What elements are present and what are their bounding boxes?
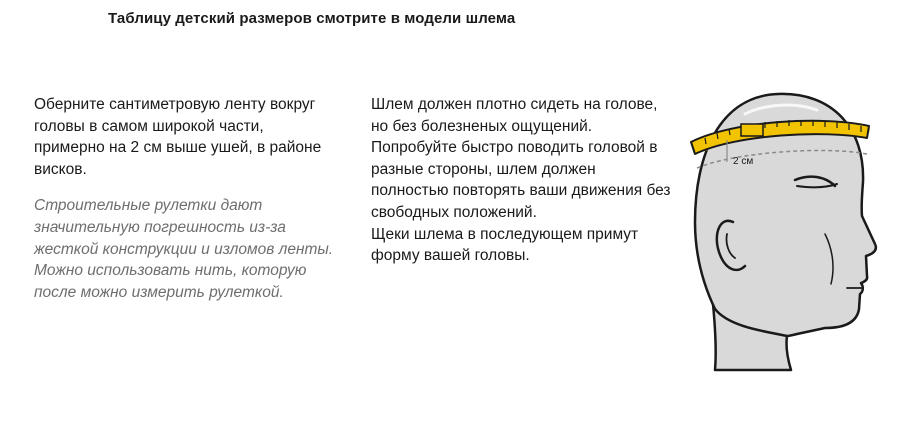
head-measurement-illustration bbox=[675, 84, 885, 384]
measurement-note: Строительные рулетки дают значительную погрешность из-за жесткой конструкции и изломов ленты. Можно использовать нить, которую после можно измерить рулеткой. bbox=[34, 197, 334, 301]
instruction-text: Оберните сантиметровую ленту вокруг головы в самом широкой части, примерно на 2 см выше ушей, в районе висков. bbox=[34, 96, 322, 178]
tape-end-marker bbox=[741, 124, 763, 136]
measure-label: 2 см bbox=[733, 156, 754, 167]
page-title: Таблицу детский размеров смотрите в модели шлема bbox=[108, 10, 516, 27]
fit-text-1: Шлем должен плотно сидеть на голове, но без болезненых ощущений. bbox=[371, 96, 658, 135]
fit-instructions bbox=[371, 94, 671, 267]
fit-text-2: Попробуйте быстро поводить головой в разные стороны, шлем должен полностью повторять ваши движения без свободных положений. bbox=[371, 139, 671, 221]
measurement-instructions bbox=[34, 94, 334, 303]
fit-text-3: Щеки шлема в последующем примут форму вашей головы. bbox=[371, 225, 639, 265]
